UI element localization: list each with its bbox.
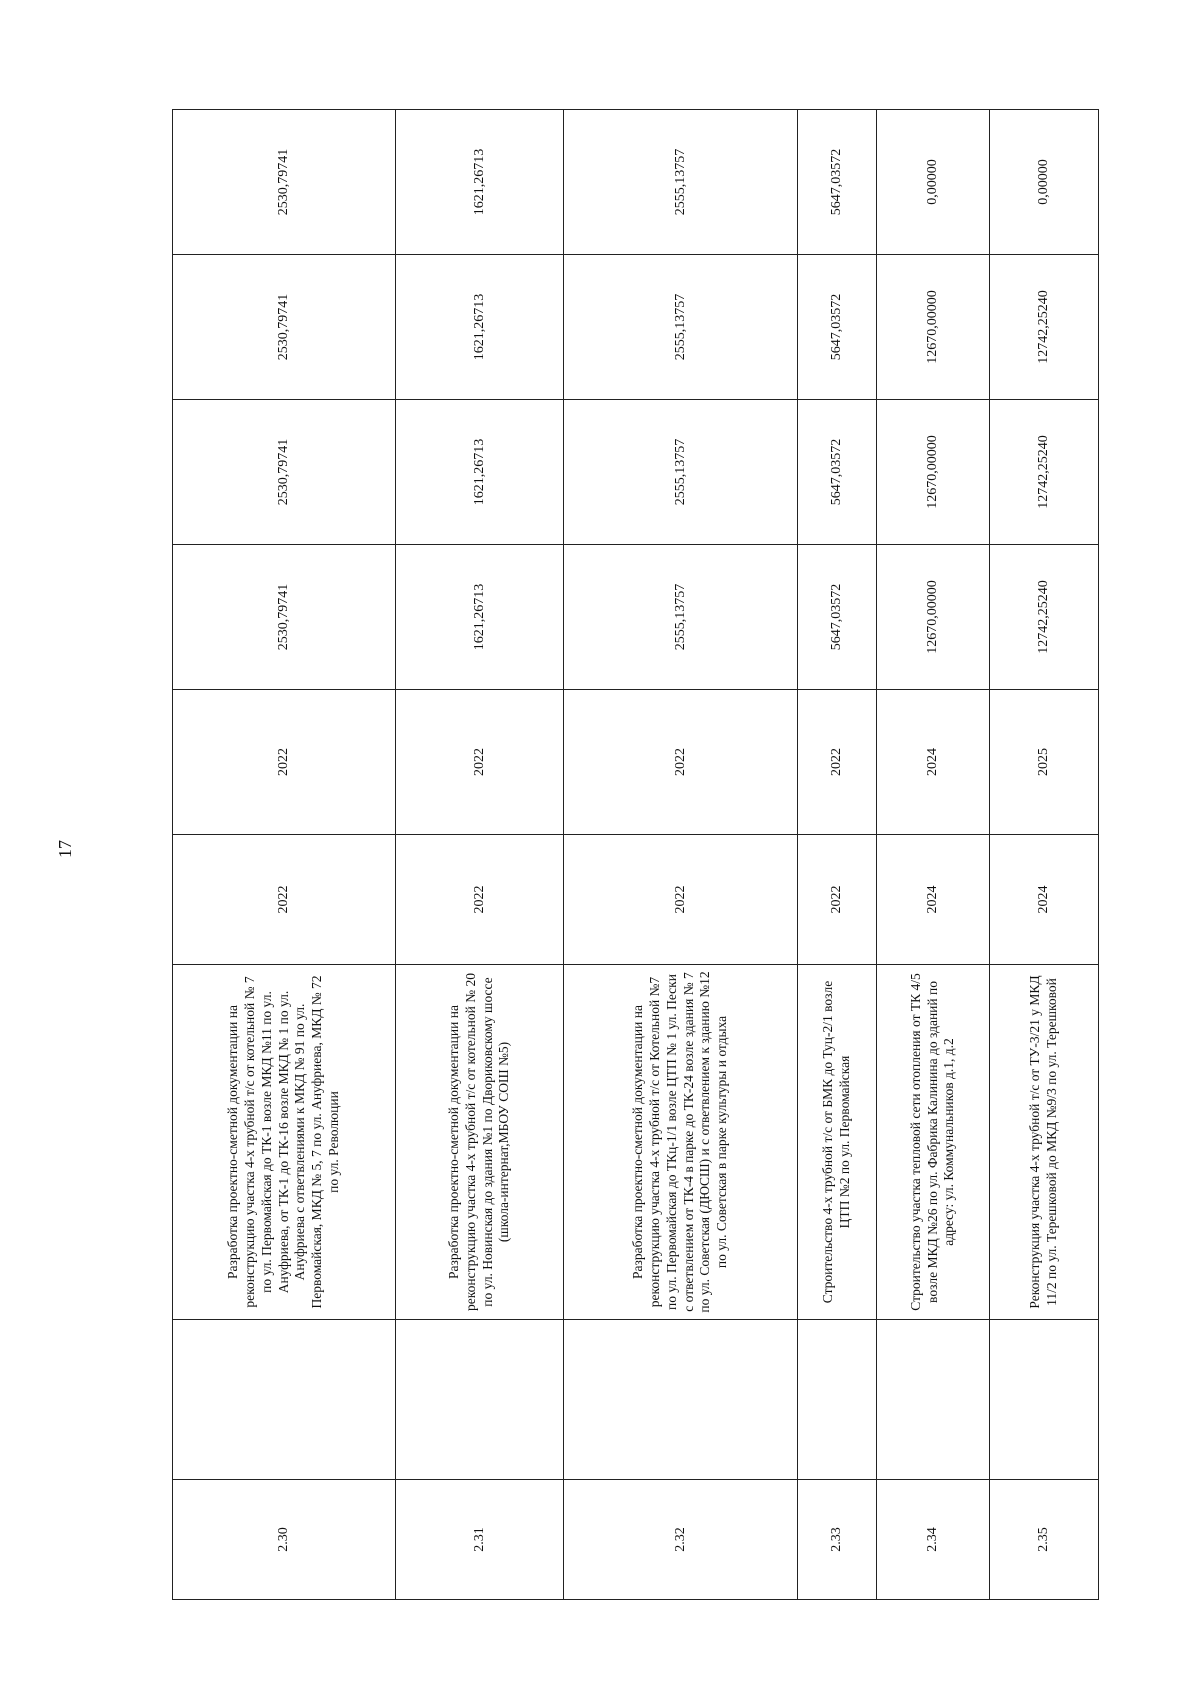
empty-cell bbox=[564, 1320, 798, 1480]
value-cell: 0,00000 bbox=[877, 110, 990, 255]
value-cell: 2530,79741 bbox=[173, 110, 396, 255]
row-number: 2.33 bbox=[798, 1480, 877, 1600]
row-number: 2.35 bbox=[990, 1480, 1099, 1600]
value-cell: 2555,13757 bbox=[564, 110, 798, 255]
value-cell: 12742,25240 bbox=[990, 545, 1099, 690]
value-cell: 2530,79741 bbox=[173, 400, 396, 545]
value-cell: 0,00000 bbox=[990, 110, 1099, 255]
value-cell: 5647,03572 bbox=[798, 110, 877, 255]
value-cell: 1621,26713 bbox=[396, 545, 564, 690]
year-start: 2024 bbox=[990, 835, 1099, 965]
row-description: Разработка проектно-сметной документации на реконструкцию участка 4-х трубной т/с от Котельной №7 по ул. Первомайская до ТКц-1/1 возле ЦТП № 1 ул. Пески с ответвлением от ТК-4 в парке до ТК-24 возле здания № 7 по ул. Советская (ДЮСШ) и с ответвлением к зданию №12 по ул. Советская в парке культуры и отдыха bbox=[564, 965, 798, 1320]
value-cell: 2555,13757 bbox=[564, 545, 798, 690]
empty-cell bbox=[798, 1320, 877, 1480]
value-cell: 12670,00000 bbox=[877, 545, 990, 690]
value-cell: 12742,25240 bbox=[990, 255, 1099, 400]
row-description: Строительство участка тепловой сети отопления от ТК 4/5 возле МКД №26 по ул. Фабрика Калинина до зданий по адресу: ул. Коммунальников д.1, д.2 bbox=[877, 965, 990, 1320]
value-cell: 2530,79741 bbox=[173, 545, 396, 690]
value-cell: 1621,26713 bbox=[396, 255, 564, 400]
year-start: 2022 bbox=[798, 835, 877, 965]
year-start: 2024 bbox=[877, 835, 990, 965]
value-cell: 12670,00000 bbox=[877, 255, 990, 400]
row-number: 2.30 bbox=[173, 1480, 396, 1600]
table-row bbox=[173, 110, 396, 1600]
empty-cell bbox=[173, 1320, 396, 1480]
year-start: 2022 bbox=[396, 835, 564, 965]
value-cell: 2530,79741 bbox=[173, 255, 396, 400]
year-end: 2024 bbox=[877, 690, 990, 835]
row-number: 2.31 bbox=[396, 1480, 564, 1600]
value-cell: 5647,03572 bbox=[798, 255, 877, 400]
table-row bbox=[798, 110, 877, 1600]
value-cell: 12670,00000 bbox=[877, 400, 990, 545]
year-end: 2022 bbox=[798, 690, 877, 835]
program-table bbox=[172, 109, 1099, 1600]
empty-cell bbox=[990, 1320, 1099, 1480]
value-cell: 5647,03572 bbox=[798, 545, 877, 690]
row-description: Разработка проектно-сметной документации на реконструкцию участка 4-х трубной т/с от котельной № 7 по ул. Первомайская до ТК-1 возле МКД №11 по ул. Ануфриева, от ТК-1 до ТК-16 возле МКД № 1 по ул. Ануфриева с ответвлениями к МКД № 91 по ул. Первомайская, МКД № 5, 7 по ул. Ануфриева, МКД № 72 по ул. Революции bbox=[173, 965, 396, 1320]
table-container bbox=[172, 137, 1098, 1600]
value-cell: 12742,25240 bbox=[990, 400, 1099, 545]
value-cell: 2555,13757 bbox=[564, 255, 798, 400]
row-description: Строительство 4-х трубной т/с от БМК до Туц-2/1 возле ЦТП №2 по ул. Первомайская bbox=[798, 965, 877, 1320]
year-end: 2022 bbox=[396, 690, 564, 835]
year-start: 2022 bbox=[173, 835, 396, 965]
row-description: Разработка проектно-сметной документации на реконструкцию участка 4-х трубной т/с от котельной № 20 по ул. Новинская до здания №1 по Двориковскому шоссе (школа-интернат,МБОУ СОШ №5) bbox=[396, 965, 564, 1320]
table-row bbox=[877, 110, 990, 1600]
year-end: 2022 bbox=[173, 690, 396, 835]
row-description: Реконструкция участка 4-х трубной т/с от ТУ-3/21 у МКД 11/2 по ул. Терешковой до МКД №9/3 по ул. Терешковой bbox=[990, 965, 1099, 1320]
row-number: 2.34 bbox=[877, 1480, 990, 1600]
page-number: 17 bbox=[55, 840, 75, 858]
value-cell: 1621,26713 bbox=[396, 400, 564, 545]
empty-cell bbox=[396, 1320, 564, 1480]
empty-cell bbox=[877, 1320, 990, 1480]
value-cell: 1621,26713 bbox=[396, 110, 564, 255]
table-row bbox=[564, 110, 798, 1600]
table-row bbox=[396, 110, 564, 1600]
year-end: 2025 bbox=[990, 690, 1099, 835]
row-number: 2.32 bbox=[564, 1480, 798, 1600]
table-row bbox=[990, 110, 1099, 1600]
value-cell: 2555,13757 bbox=[564, 400, 798, 545]
value-cell: 5647,03572 bbox=[798, 400, 877, 545]
year-start: 2022 bbox=[564, 835, 798, 965]
year-end: 2022 bbox=[564, 690, 798, 835]
